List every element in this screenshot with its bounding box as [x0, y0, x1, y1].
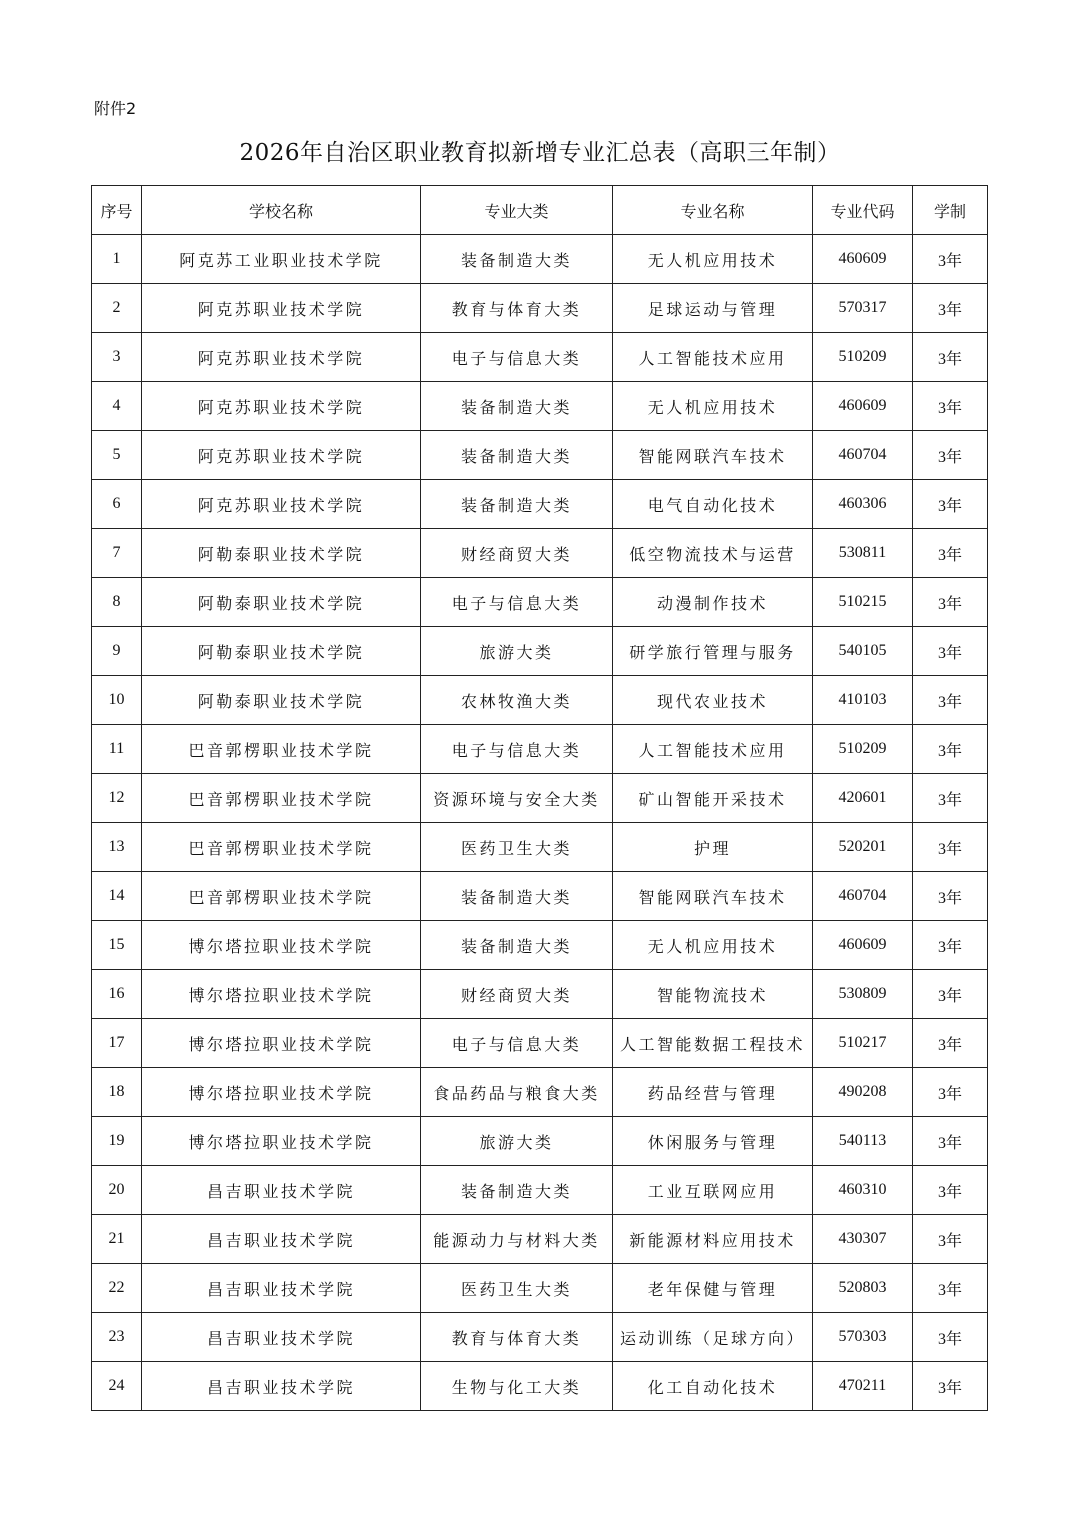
cell-major-code: 470211 — [813, 1362, 913, 1411]
cell-index: 1 — [92, 235, 142, 284]
cell-category: 装备制造大类 — [421, 921, 613, 970]
cell-major-code: 570303 — [813, 1313, 913, 1362]
cell-school-name: 昌吉职业技术学院 — [142, 1264, 421, 1313]
cell-major-name: 化工自动化技术 — [613, 1362, 813, 1411]
table-row — [92, 1264, 988, 1313]
cell-school-name: 阿克苏职业技术学院 — [142, 431, 421, 480]
cell-index: 12 — [92, 774, 142, 823]
cell-major-name: 现代农业技术 — [613, 676, 813, 725]
cell-category: 医药卫生大类 — [421, 823, 613, 872]
table-row — [92, 1166, 988, 1215]
cell-category: 能源动力与材料大类 — [421, 1215, 613, 1264]
table-row — [92, 823, 988, 872]
cell-duration: 3年 — [913, 725, 988, 774]
table-row — [92, 1362, 988, 1411]
cell-major-code: 460704 — [813, 872, 913, 921]
cell-school-name: 昌吉职业技术学院 — [142, 1215, 421, 1264]
table-body — [92, 235, 988, 1411]
cell-major-name: 人工智能数据工程技术 — [613, 1019, 813, 1068]
cell-school-name: 昌吉职业技术学院 — [142, 1313, 421, 1362]
cell-duration: 3年 — [913, 1313, 988, 1362]
cell-major-name: 智能网联汽车技术 — [613, 872, 813, 921]
cell-school-name: 阿勒泰职业技术学院 — [142, 578, 421, 627]
table-row — [92, 774, 988, 823]
attachment-label: 附件2 — [94, 99, 137, 118]
cell-school-name: 阿克苏工业职业技术学院 — [142, 235, 421, 284]
cell-category: 医药卫生大类 — [421, 1264, 613, 1313]
table-row — [92, 970, 988, 1019]
cell-major-code: 460609 — [813, 382, 913, 431]
cell-duration: 3年 — [913, 333, 988, 382]
cell-major-name: 老年保健与管理 — [613, 1264, 813, 1313]
cell-major-code: 460704 — [813, 431, 913, 480]
cell-category: 电子与信息大类 — [421, 333, 613, 382]
cell-category: 教育与体育大类 — [421, 284, 613, 333]
cell-major-name: 人工智能技术应用 — [613, 725, 813, 774]
cell-major-code: 420601 — [813, 774, 913, 823]
cell-major-name: 休闲服务与管理 — [613, 1117, 813, 1166]
cell-duration: 3年 — [913, 872, 988, 921]
cell-duration: 3年 — [913, 284, 988, 333]
cell-duration: 3年 — [913, 921, 988, 970]
column-header-index: 序号 — [92, 186, 142, 235]
cell-major-code: 520803 — [813, 1264, 913, 1313]
cell-major-code: 510217 — [813, 1019, 913, 1068]
cell-category: 教育与体育大类 — [421, 1313, 613, 1362]
cell-duration: 3年 — [913, 1264, 988, 1313]
table-row — [92, 529, 988, 578]
table-row — [92, 284, 988, 333]
cell-duration: 3年 — [913, 970, 988, 1019]
table-row — [92, 480, 988, 529]
cell-index: 9 — [92, 627, 142, 676]
cell-major-code: 460609 — [813, 235, 913, 284]
cell-school-name: 阿克苏职业技术学院 — [142, 284, 421, 333]
cell-major-code: 510209 — [813, 725, 913, 774]
cell-major-code: 510209 — [813, 333, 913, 382]
cell-index: 6 — [92, 480, 142, 529]
cell-school-name: 阿勒泰职业技术学院 — [142, 627, 421, 676]
cell-index: 4 — [92, 382, 142, 431]
cell-duration: 3年 — [913, 235, 988, 284]
cell-school-name: 博尔塔拉职业技术学院 — [142, 1068, 421, 1117]
table-row — [92, 333, 988, 382]
cell-index: 15 — [92, 921, 142, 970]
table-row — [92, 578, 988, 627]
cell-major-code: 430307 — [813, 1215, 913, 1264]
cell-duration: 3年 — [913, 529, 988, 578]
cell-index: 10 — [92, 676, 142, 725]
table-row — [92, 235, 988, 284]
table-row — [92, 1068, 988, 1117]
cell-category: 财经商贸大类 — [421, 970, 613, 1019]
cell-index: 20 — [92, 1166, 142, 1215]
cell-category: 装备制造大类 — [421, 382, 613, 431]
table-row — [92, 382, 988, 431]
cell-major-name: 智能物流技术 — [613, 970, 813, 1019]
cell-category: 装备制造大类 — [421, 480, 613, 529]
cell-index: 16 — [92, 970, 142, 1019]
cell-school-name: 巴音郭楞职业技术学院 — [142, 823, 421, 872]
table-header-row — [92, 186, 988, 235]
cell-major-code: 530809 — [813, 970, 913, 1019]
cell-major-name: 无人机应用技术 — [613, 382, 813, 431]
cell-index: 5 — [92, 431, 142, 480]
cell-major-code: 520201 — [813, 823, 913, 872]
table-row — [92, 1019, 988, 1068]
cell-major-name: 药品经营与管理 — [613, 1068, 813, 1117]
cell-major-name: 研学旅行管理与服务 — [613, 627, 813, 676]
cell-major-name: 低空物流技术与运营 — [613, 529, 813, 578]
cell-major-name: 护理 — [613, 823, 813, 872]
cell-category: 财经商贸大类 — [421, 529, 613, 578]
cell-duration: 3年 — [913, 1019, 988, 1068]
cell-school-name: 阿克苏职业技术学院 — [142, 382, 421, 431]
cell-index: 24 — [92, 1362, 142, 1411]
cell-category: 电子与信息大类 — [421, 1019, 613, 1068]
cell-index: 13 — [92, 823, 142, 872]
cell-category: 电子与信息大类 — [421, 578, 613, 627]
cell-school-name: 阿勒泰职业技术学院 — [142, 529, 421, 578]
cell-major-name: 无人机应用技术 — [613, 235, 813, 284]
cell-school-name: 昌吉职业技术学院 — [142, 1166, 421, 1215]
cell-index: 7 — [92, 529, 142, 578]
cell-school-name: 博尔塔拉职业技术学院 — [142, 970, 421, 1019]
column-header-major: 专业名称 — [613, 186, 813, 235]
cell-major-code: 460310 — [813, 1166, 913, 1215]
cell-category: 装备制造大类 — [421, 872, 613, 921]
cell-school-name: 阿勒泰职业技术学院 — [142, 676, 421, 725]
cell-category: 生物与化工大类 — [421, 1362, 613, 1411]
cell-index: 2 — [92, 284, 142, 333]
cell-school-name: 阿克苏职业技术学院 — [142, 480, 421, 529]
table-row — [92, 1215, 988, 1264]
cell-school-name: 博尔塔拉职业技术学院 — [142, 1117, 421, 1166]
cell-index: 14 — [92, 872, 142, 921]
cell-school-name: 阿克苏职业技术学院 — [142, 333, 421, 382]
cell-major-code: 530811 — [813, 529, 913, 578]
cell-school-name: 博尔塔拉职业技术学院 — [142, 921, 421, 970]
cell-major-name: 人工智能技术应用 — [613, 333, 813, 382]
column-header-school: 学校名称 — [142, 186, 421, 235]
cell-major-name: 无人机应用技术 — [613, 921, 813, 970]
cell-category: 资源环境与安全大类 — [421, 774, 613, 823]
cell-duration: 3年 — [913, 1117, 988, 1166]
cell-major-code: 540105 — [813, 627, 913, 676]
table-row — [92, 676, 988, 725]
cell-school-name: 巴音郭楞职业技术学院 — [142, 774, 421, 823]
table-row — [92, 725, 988, 774]
cell-duration: 3年 — [913, 1166, 988, 1215]
cell-duration: 3年 — [913, 1215, 988, 1264]
cell-category: 食品药品与粮食大类 — [421, 1068, 613, 1117]
document-title: 2026年自治区职业教育拟新增专业汇总表（高职三年制） — [239, 140, 841, 166]
cell-major-name: 足球运动与管理 — [613, 284, 813, 333]
cell-category: 旅游大类 — [421, 627, 613, 676]
table-row — [92, 431, 988, 480]
cell-duration: 3年 — [913, 1068, 988, 1117]
column-header-code: 专业代码 — [813, 186, 913, 235]
cell-major-code: 570317 — [813, 284, 913, 333]
cell-duration: 3年 — [913, 578, 988, 627]
table-row — [92, 1313, 988, 1362]
cell-school-name: 巴音郭楞职业技术学院 — [142, 872, 421, 921]
cell-school-name: 博尔塔拉职业技术学院 — [142, 1019, 421, 1068]
cell-index: 17 — [92, 1019, 142, 1068]
table-row — [92, 921, 988, 970]
cell-major-name: 工业互联网应用 — [613, 1166, 813, 1215]
cell-duration: 3年 — [913, 431, 988, 480]
cell-duration: 3年 — [913, 823, 988, 872]
cell-major-name: 电气自动化技术 — [613, 480, 813, 529]
cell-index: 8 — [92, 578, 142, 627]
table-row — [92, 627, 988, 676]
cell-major-name: 新能源材料应用技术 — [613, 1215, 813, 1264]
cell-category: 装备制造大类 — [421, 431, 613, 480]
cell-category: 旅游大类 — [421, 1117, 613, 1166]
cell-school-name: 昌吉职业技术学院 — [142, 1362, 421, 1411]
cell-major-code: 460306 — [813, 480, 913, 529]
cell-major-code: 490208 — [813, 1068, 913, 1117]
summary-table — [91, 185, 988, 1411]
cell-index: 19 — [92, 1117, 142, 1166]
cell-index: 23 — [92, 1313, 142, 1362]
table-row — [92, 872, 988, 921]
cell-index: 11 — [92, 725, 142, 774]
cell-index: 21 — [92, 1215, 142, 1264]
cell-duration: 3年 — [913, 676, 988, 725]
cell-duration: 3年 — [913, 774, 988, 823]
cell-major-name: 动漫制作技术 — [613, 578, 813, 627]
cell-duration: 3年 — [913, 382, 988, 431]
cell-index: 3 — [92, 333, 142, 382]
cell-school-name: 巴音郭楞职业技术学院 — [142, 725, 421, 774]
cell-category: 装备制造大类 — [421, 1166, 613, 1215]
cell-category: 装备制造大类 — [421, 235, 613, 284]
cell-major-code: 460609 — [813, 921, 913, 970]
cell-major-name: 矿山智能开采技术 — [613, 774, 813, 823]
cell-category: 农林牧渔大类 — [421, 676, 613, 725]
table-row — [92, 1117, 988, 1166]
cell-index: 18 — [92, 1068, 142, 1117]
cell-category: 电子与信息大类 — [421, 725, 613, 774]
cell-major-name: 运动训练（足球方向） — [613, 1313, 813, 1362]
cell-major-name: 智能网联汽车技术 — [613, 431, 813, 480]
column-header-category: 专业大类 — [421, 186, 613, 235]
cell-major-code: 410103 — [813, 676, 913, 725]
cell-duration: 3年 — [913, 627, 988, 676]
cell-index: 22 — [92, 1264, 142, 1313]
cell-major-code: 540113 — [813, 1117, 913, 1166]
cell-duration: 3年 — [913, 1362, 988, 1411]
column-header-duration: 学制 — [913, 186, 988, 235]
cell-major-code: 510215 — [813, 578, 913, 627]
cell-duration: 3年 — [913, 480, 988, 529]
